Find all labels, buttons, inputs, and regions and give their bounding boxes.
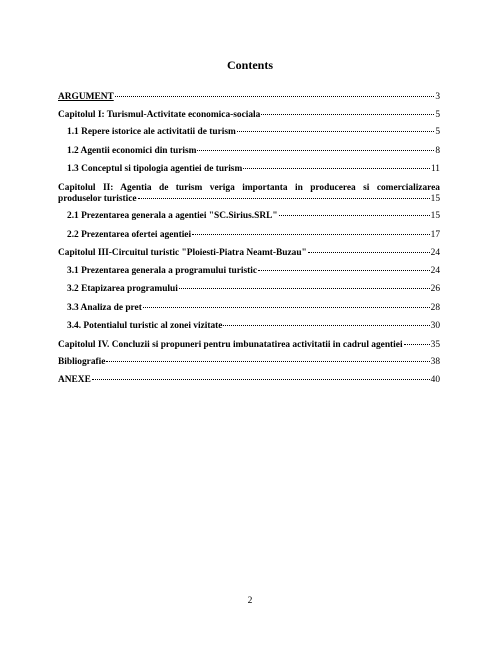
toc-entry-section-2-2[interactable] xyxy=(58,230,440,241)
table-of-contents xyxy=(58,92,440,392)
toc-entry-chapter-3[interactable] xyxy=(58,248,440,259)
toc-entry-page: 15 xyxy=(430,211,440,221)
toc-entry-label: Capitolul III-Circuitul turistic "Ploiesti-Piatra Neamt-Buzau" xyxy=(58,248,307,258)
dot-leader xyxy=(106,361,429,362)
page-number: 2 xyxy=(247,596,253,606)
toc-entry-chapter-4[interactable] xyxy=(58,340,440,351)
toc-entry-page: 5 xyxy=(435,127,440,137)
toc-entry-page: 40 xyxy=(430,374,440,385)
toc-entry-section-2-1[interactable] xyxy=(58,211,440,222)
toc-entry-page: 15 xyxy=(430,193,440,204)
toc-entry-label: 2.1 Prezentarea generala a agentiei "SC.Sirius.SRL" xyxy=(67,211,278,221)
toc-entry-section-3-2[interactable] xyxy=(58,284,440,295)
toc-entry-label: Capitolul IV. Concluzii si propuneri pentru imbunatatirea activitatii in cadrul agentiei xyxy=(58,339,403,350)
toc-entry-chapter-1[interactable] xyxy=(58,110,440,121)
toc-entry-section-3-4[interactable] xyxy=(58,321,440,332)
toc-entry-annexes[interactable] xyxy=(58,375,440,386)
toc-entry-page: 5 xyxy=(435,109,440,120)
toc-entry-label: 3.4. Potentialul turistic al zonei vizitate xyxy=(67,321,223,331)
toc-entry-label-line2: produselor turistice xyxy=(58,193,137,204)
toc-entry-page: 8 xyxy=(435,145,440,156)
toc-entry-page: 24 xyxy=(430,248,440,258)
toc-entry-label: 1.1 Repere istorice ale activitatii de turism xyxy=(67,127,236,137)
toc-entry-label: 3.2 Etapizarea programului xyxy=(67,284,178,294)
toc-entry-page: 11 xyxy=(430,164,440,174)
dot-leader xyxy=(258,270,430,271)
toc-entry-label-line1: Capitolul II: Agentia de turism veriga importanta in producerea si comercializarea xyxy=(58,182,440,193)
toc-entry-section-1-1[interactable] xyxy=(58,127,440,138)
toc-entry-section-1-2[interactable] xyxy=(58,146,440,157)
toc-entry-argument[interactable] xyxy=(58,92,440,103)
dot-leader xyxy=(197,150,434,151)
dot-leader xyxy=(115,96,435,97)
dot-leader xyxy=(92,379,430,380)
page-title: Contents xyxy=(226,58,273,72)
dot-leader xyxy=(143,307,430,308)
toc-entry-page: 38 xyxy=(430,357,440,367)
toc-entry-section-3-3[interactable] xyxy=(58,303,440,314)
dot-leader xyxy=(179,288,430,289)
toc-entry-page: 30 xyxy=(430,321,440,331)
toc-entry-chapter-2[interactable] xyxy=(58,183,440,205)
dot-leader xyxy=(223,325,429,326)
toc-entry-label: Capitolul I: Turismul-Activitate economica-sociala xyxy=(58,109,261,120)
toc-entry-label: ANEXE xyxy=(58,374,91,385)
toc-entry-label: 2.2 Prezentarea ofertei agentiei xyxy=(67,229,192,240)
toc-entry-label: 1.2 Agentii economici din turism xyxy=(67,145,197,156)
toc-entry-bibliography[interactable] xyxy=(58,357,440,368)
toc-entry-label: 1.3 Conceptul si tipologia agentiei de turism xyxy=(67,164,243,174)
dot-leader xyxy=(138,198,430,199)
toc-entry-section-3-1[interactable] xyxy=(58,266,440,277)
dot-leader xyxy=(404,344,430,345)
dot-leader xyxy=(243,168,430,169)
dot-leader xyxy=(192,234,430,235)
toc-entry-section-1-3[interactable] xyxy=(58,164,440,175)
dot-leader xyxy=(237,131,435,132)
dot-leader xyxy=(308,252,430,253)
toc-entry-label: 3.1 Prezentarea generala a programului turistic xyxy=(67,265,258,276)
dot-leader xyxy=(279,215,430,216)
toc-entry-page: 26 xyxy=(430,284,440,294)
toc-entry-label: ARGUMENT xyxy=(58,92,114,102)
toc-entry-label: 3.3 Analiza de pret xyxy=(67,302,142,313)
toc-entry-page: 24 xyxy=(430,265,440,276)
toc-entry-label: Bibliografie xyxy=(58,357,106,367)
toc-entry-page: 3 xyxy=(435,92,440,102)
toc-entry-page: 28 xyxy=(430,302,440,313)
toc-entry-page: 35 xyxy=(430,339,440,350)
dot-leader xyxy=(261,114,434,115)
toc-entry-page: 17 xyxy=(430,229,440,240)
